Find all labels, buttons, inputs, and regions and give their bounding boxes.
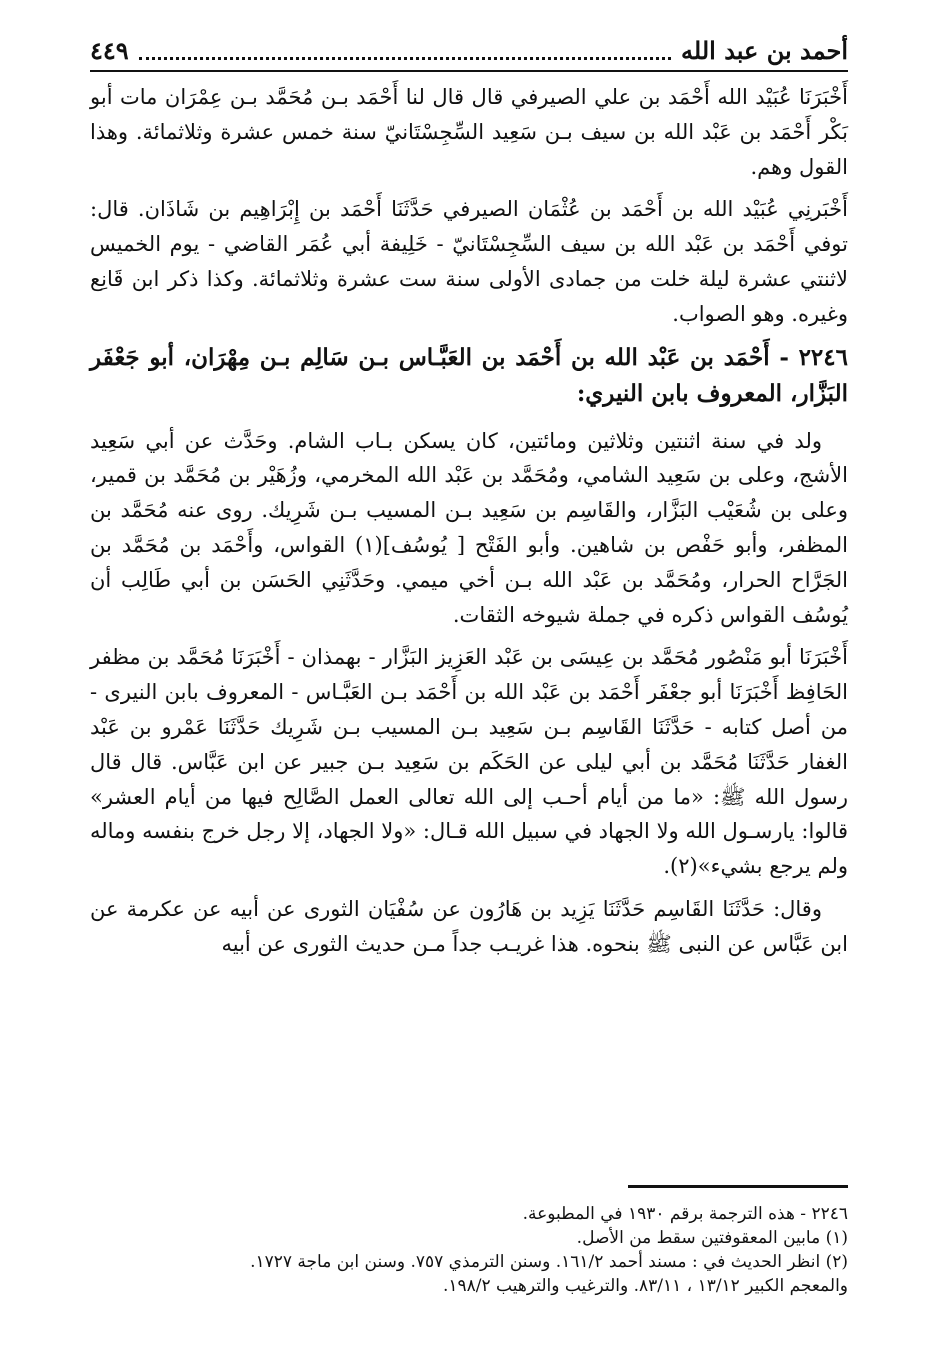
footnote-separator — [628, 1185, 848, 1188]
header-dot-leader — [139, 41, 671, 60]
running-header — [90, 30, 848, 72]
paragraph-5: وقال: حَدَّثَنَا القَاسِم حَدَّثَنَا يَزِيد بن هَارُون عن سُفْيَان الثورى عن أبيه عن عكرمة عن ابن عَبَّاس عن النبى ﷺ بنحوه. هذا غريـب جداً مـن حديث الثورى عن أبيه — [90, 896, 848, 956]
footnote-1: (١) مابين المعقوفتين سقط من الأصل. — [576, 1228, 848, 1248]
entry-heading: ٢٢٤٦ - أَحْمَد بن عَبْد الله بن أَحْمَد بن العَبَّـاس بـن سَالِم بـن مِهْرَان، أبو جَعْفَر البَزَّار، المعروف بابن النيري: — [90, 343, 848, 407]
page-number: ٤٤٩ — [90, 35, 129, 65]
paragraph-4: أَخْبَرَنَا أبو مَنْصُور مُحَمَّد بن عِيسَى بن عَبْد العَزِيز البَزَّار - بهمذان - أَخْبَرَنَا مُحَمَّد بن مظفر الحَافِظ أَخْبَرَنَا أبو جعْفَر أَحْمَد بن عَبْد الله بن أَحْمَد بـن العَبَّـاس - المعروف بابن النيرى - من أصل كتابه - حَدَّثَنَا القَاسِم بـن سَعِيد بـن المسيب بـن شَرِيك حَدَّثَنَا عَمْرو بن عَبْد الغفار حَدَّثَنَا مُحَمَّد بن أبي ليلى عن الحَكَم بن سَعِيد بـن جبير عن ابن عَبَّاس. قال قال رسول الله ﷺ: «ما من أيام أحـب إلى الله تعالى العمل الصَّالِح فيها من أيام العشر» قالوا: يارسـول الله ولا الجهاد في سبيل الله قـال: «ولا الجهاد، إلا رجل خرج بنفسه وماله ولم يرجع بشيء»(٢). — [90, 645, 849, 879]
footnote-2-line-1: (٢) انظر الحديث في : مسند أحمد ١٦١/٢. وسنن الترمذي ٧٥٧. وسنن ابن ماجة ١٧٢٧. — [250, 1252, 848, 1272]
footnote-2-line-2: والمعجم الكبير ١٣/١٢ ، ٨٣/١١. والترغيب والترهيب ١٩٨/٢. — [442, 1276, 848, 1296]
footnotes — [90, 1202, 848, 1298]
main-text — [90, 80, 848, 962]
running-title: أحمد بن عبد الله — [681, 35, 848, 65]
paragraph-1: أَخْبَرَنَا عُبَيْد الله أَحْمَد بن علي الصيرفي قال قال لنا أَحْمَد بـن مُحَمَّد بـن عِمْرَان مات أبو بَكْر أَحْمَد بن عَبْد الله بن سيف بـن سَعِيد السِّجِسْتَانيّ سنة خمس عشرة وثلاثمائة. وهذا القول وهم. — [90, 85, 848, 179]
paragraph-2: أَخْبَرنِي عُبَيْد الله بن أَحْمَد بن عُثْمَان الصيرفي حَدَّثَنَا أَحْمَد بن إِبْرَاهِيم بن شَاذَان. قال: توفي أَحْمَد بن عَبْد الله بن سيف السِّجِسْتَانيّ - خَلِيفة أبي عُمَر القاضي - يوم الخميس لاثنتي عشرة ليلة خلت من جمادى الأولى سنة ست عشرة وثلاثمائة. وكذا ذكر ابن قَانِع وغيره. وهو الصواب. — [90, 197, 848, 326]
footnote-entry-number: ٢٢٤٦ - هذه الترجمة برقم ١٩٣٠ في المطبوعة. — [522, 1204, 848, 1224]
paragraph-3: ولد في سنة اثنتين وثلاثين ومائتين، كان يسكن بـاب الشام. وحَدَّث عن أبي سَعِيد الأشج، وعلى بن سَعِيد الشامي، ومُحَمَّد بن عَبْد الله المخرمي، وزُهَيْر بن مُحَمَّد بن قمير، وعلى بن شُعَيْب البَزَّار، والقَاسِم بن سَعِيد بـن المسيب بـن شَرِيك. روى عنه مُحَمَّد بن المظفر، وأبو حَفْص بن شاهين. وأبو الفَتْح [ يُوسُف](١) القواس، وأَحْمَد بن مُحَمَّد بن الجَرَّاح الحرار، ومُحَمَّد بن عَبْد الله بـن أخي ميمي. وحَدَّثَنِي الحَسَن بن أبي طَالِب أن يُوسُف القواس ذكره في جملة شيوخه الثقات. — [90, 428, 848, 627]
book-page — [90, 30, 848, 1330]
